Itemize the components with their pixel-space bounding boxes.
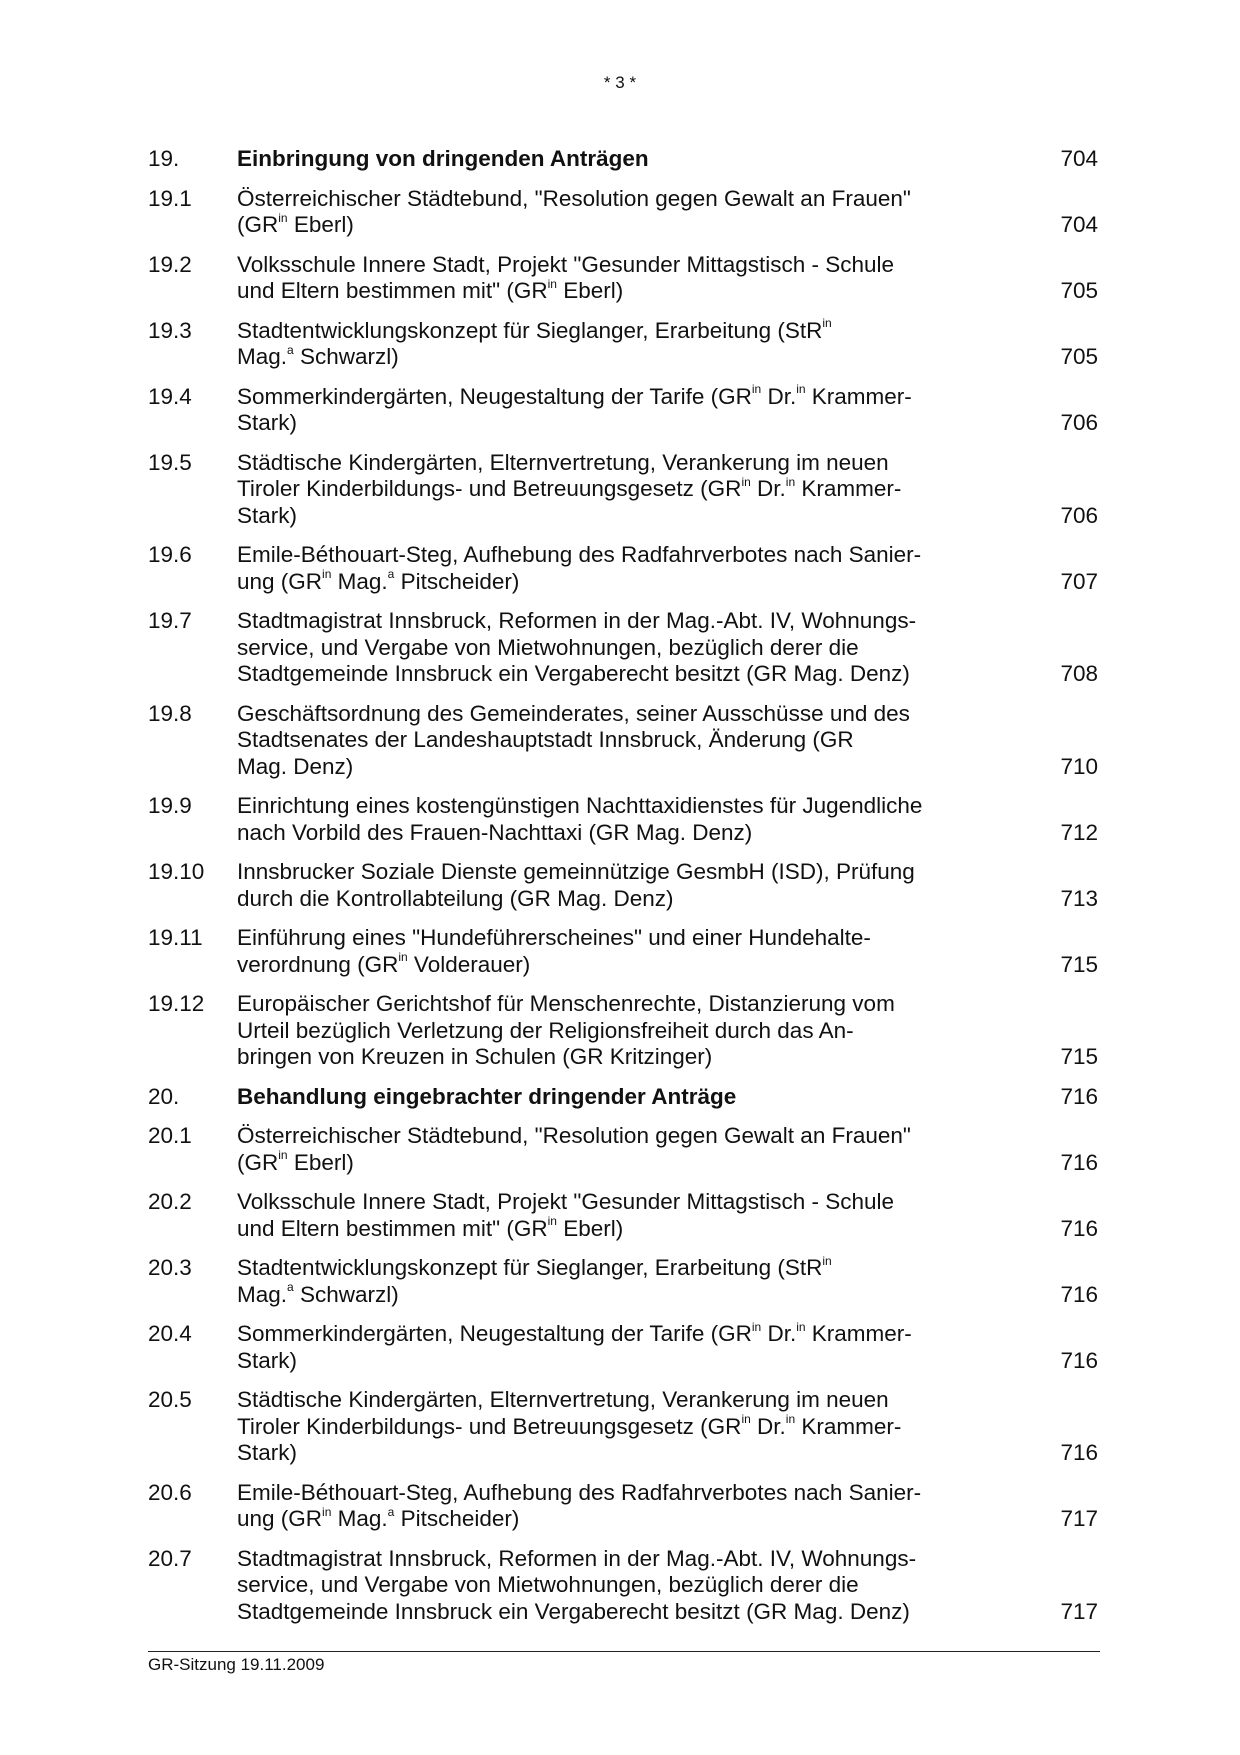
toc-entry-title: Städtische Kindergärten, Elternvertretung, Verankerung im neuen Tiroler Kinderbildungs- und Betreuungsgesetz ($GR^{in}$ Dr.$^{in}$ Krammer- Stark) bbox=[237, 1387, 902, 1465]
toc-entry-number: 19.9 bbox=[148, 793, 192, 818]
toc-entry-page: 704 bbox=[1060, 146, 1098, 171]
toc-entry-title: Europäischer Gerichtshof für Menschenrechte, Distanzierung vom Urteil bezüglich Verletzung der Religionsfreiheit durch das An- bringen von Kreuzen in Schulen (GR Kritzinger) bbox=[237, 991, 895, 1069]
toc-entry bbox=[148, 252, 1098, 305]
toc-entry bbox=[148, 384, 1098, 437]
toc-entry-page: 706 bbox=[1060, 410, 1098, 435]
toc-entry-title: Innsbrucker Soziale Dienste gemeinnützige GesmbH (ISD), Prüfung durch die Kontrollabteilung (GR Mag. Denz) bbox=[237, 859, 915, 911]
toc-entry bbox=[148, 450, 1098, 530]
toc-entry-title: Sommerkindergärten, Neugestaltung der Tarife ($GR^{in}$ Dr.$^{in}$ Krammer- Stark) bbox=[237, 1319, 912, 1373]
toc-entry bbox=[148, 991, 1098, 1071]
toc-entry-title: Österreichischer Städtebund, "Resolution gegen Gewalt an Frauen" ($GR^{in}$ Eberl) bbox=[237, 1123, 911, 1175]
toc-entry bbox=[148, 859, 1098, 912]
toc-entry-number: 19.2 bbox=[148, 251, 192, 277]
toc-entry-number: 20.4 bbox=[148, 1321, 192, 1346]
toc-entry-page: 715 bbox=[1060, 1044, 1098, 1069]
toc-entry bbox=[148, 701, 1098, 781]
toc-entry-number: 20.3 bbox=[148, 1255, 192, 1280]
toc-entry-page: 710 bbox=[1060, 753, 1098, 779]
toc-entry-title: Einbringung von dringenden Anträgen bbox=[237, 146, 649, 171]
toc-entry bbox=[148, 186, 1098, 239]
toc-entry-number: 20. bbox=[148, 1083, 180, 1109]
toc-entry-number: 19.1 bbox=[148, 185, 192, 211]
toc-entry-title: Emile-Béthouart-Steg, Aufhebung des Radfahrverbotes nach Sanier- ung ($GR^{in}$ Mag.$^a$ Pitscheider) bbox=[237, 1479, 922, 1531]
toc-entry-number: 19.6 bbox=[148, 542, 192, 567]
toc-entry bbox=[148, 1480, 1098, 1533]
table-of-contents bbox=[148, 146, 1098, 1638]
toc-entry-page: 704 bbox=[1060, 212, 1098, 237]
toc-entry-number: 19.11 bbox=[148, 925, 203, 950]
toc-entry-number: 19.5 bbox=[148, 449, 192, 475]
toc-entry-number: 19.7 bbox=[148, 608, 192, 633]
toc-entry bbox=[148, 1546, 1098, 1626]
toc-entry-number: 19. bbox=[148, 146, 180, 171]
toc-entry-page: 716 bbox=[1060, 1083, 1098, 1109]
toc-entry-page: 712 bbox=[1060, 819, 1098, 845]
toc-entry-page: 717 bbox=[1060, 1598, 1098, 1624]
toc-entry-title: Sommerkindergärten, Neugestaltung der Tarife ($GR^{in}$ Dr.$^{in}$ Krammer- Stark) bbox=[237, 382, 912, 435]
toc-entry-title: Stadtmagistrat Innsbruck, Reformen in der Mag.-Abt. IV, Wohnungs- service, und Vergabe von Mietwohnungen, bezüglich derer die Stadtgemeinde Innsbruck ein Vergaberecht besitzt (GR Mag. Denz) bbox=[237, 1545, 917, 1624]
toc-entry-title: Einführung eines "Hundeführerscheines" und einer Hundehalte- verordnung ($GR^{in}$ Volderauer) bbox=[237, 925, 871, 977]
toc-entry bbox=[148, 1189, 1098, 1242]
toc-entry-page: 717 bbox=[1060, 1506, 1098, 1531]
toc-entry-page: 708 bbox=[1060, 661, 1098, 686]
toc-section-heading bbox=[148, 1084, 1098, 1111]
toc-entry-page: 705 bbox=[1060, 278, 1098, 303]
page-number-marker: * 3 * bbox=[603, 73, 637, 92]
toc-entry-title: Stadtentwicklungskonzept für Sieglanger, Erarbeitung (StR$^{in}$ Mag.$^a$ Schwarzl) bbox=[237, 1253, 832, 1307]
toc-entry-page: 705 bbox=[1060, 344, 1098, 369]
toc-entry-title: Städtische Kindergärten, Elternvertretung, Verankerung im neuen Tiroler Kinderbildungs- und Betreuungsgesetz ($GR^{in}$ Dr.$^{in}$ Krammer- Stark) bbox=[237, 449, 902, 528]
toc-entry-number: 20.6 bbox=[148, 1479, 192, 1505]
toc-entry-page: 706 bbox=[1060, 502, 1098, 528]
toc-entry-title: Volksschule Innere Stadt, Projekt "Gesunder Mittagstisch - Schule und Eltern bestimmen mit" ($GR^{in}$ Eberl) bbox=[237, 251, 895, 303]
toc-entry bbox=[148, 925, 1098, 978]
footer-session-date: GR-Sitzung 19.11.2009 bbox=[148, 1655, 325, 1674]
toc-entry-page: 716 bbox=[1060, 1149, 1098, 1175]
toc-entry-page: 713 bbox=[1060, 885, 1098, 911]
toc-entry bbox=[148, 318, 1098, 371]
toc-section-heading bbox=[148, 146, 1098, 173]
toc-entry-page: 716 bbox=[1060, 1440, 1098, 1465]
toc-entry bbox=[148, 1255, 1098, 1308]
toc-entry-page: 716 bbox=[1060, 1215, 1098, 1241]
toc-entry bbox=[148, 608, 1098, 688]
toc-entry-title: Österreichischer Städtebund, "Resolution gegen Gewalt an Frauen" ($GR^{in}$ Eberl) bbox=[237, 185, 911, 237]
toc-entry-number: 19.3 bbox=[148, 317, 192, 343]
toc-entry-number: 20.1 bbox=[148, 1123, 192, 1148]
toc-entry-page: 716 bbox=[1060, 1347, 1098, 1373]
toc-entry-title: Stadtmagistrat Innsbruck, Reformen in der Mag.-Abt. IV, Wohnungs- service, und Vergabe von Mietwohnungen, bezüglich derer die Stadtgemeinde Innsbruck ein Vergaberecht besitzt (GR Mag. Denz) bbox=[237, 608, 917, 686]
toc-entry-title: Einrichtung eines kostengünstigen Nachttaxidienstes für Jugendliche nach Vorbild des Frauen-Nachttaxi (GR Mag. Denz) bbox=[237, 793, 923, 845]
footer-divider bbox=[148, 1651, 1100, 1652]
toc-entry bbox=[148, 1387, 1098, 1467]
toc-entry bbox=[148, 1123, 1098, 1176]
toc-entry-title: Emile-Béthouart-Steg, Aufhebung des Radfahrverbotes nach Sanier- ung ($GR^{in}$ Mag.$^a$ Pitscheider) bbox=[237, 542, 922, 594]
toc-entry bbox=[148, 1321, 1098, 1374]
toc-entry bbox=[148, 542, 1098, 595]
toc-entry-number: 20.5 bbox=[148, 1387, 192, 1412]
toc-entry-title: Stadtentwicklungskonzept für Sieglanger, Erarbeitung (StR$^{in}$ Mag.$^a$ Schwarzl) bbox=[237, 316, 832, 369]
toc-entry-number: 20.2 bbox=[148, 1189, 192, 1214]
toc-entry-page: 715 bbox=[1060, 951, 1098, 977]
toc-entry-number: 20.7 bbox=[148, 1545, 192, 1571]
toc-entry-page: 707 bbox=[1060, 568, 1098, 594]
toc-entry-number: 19.12 bbox=[148, 991, 205, 1016]
toc-entry-title: Behandlung eingebrachter dringender Anträge bbox=[237, 1083, 737, 1109]
toc-entry-number: 19.4 bbox=[148, 383, 192, 409]
toc-entry-number: 19.8 bbox=[148, 700, 192, 726]
toc-entry bbox=[148, 793, 1098, 846]
toc-entry-page: 716 bbox=[1060, 1281, 1098, 1307]
toc-entry-number: 19.10 bbox=[148, 859, 205, 884]
toc-entry-title: Geschäftsordnung des Gemeinderates, seiner Ausschüsse und des Stadtsenates der Landeshauptstadt Innsbruck, Änderung (GR Mag. Denz) bbox=[237, 700, 910, 779]
toc-entry-title: Volksschule Innere Stadt, Projekt "Gesunder Mittagstisch - Schule und Eltern bestimmen mit" ($GR^{in}$ Eberl) bbox=[237, 1189, 895, 1241]
